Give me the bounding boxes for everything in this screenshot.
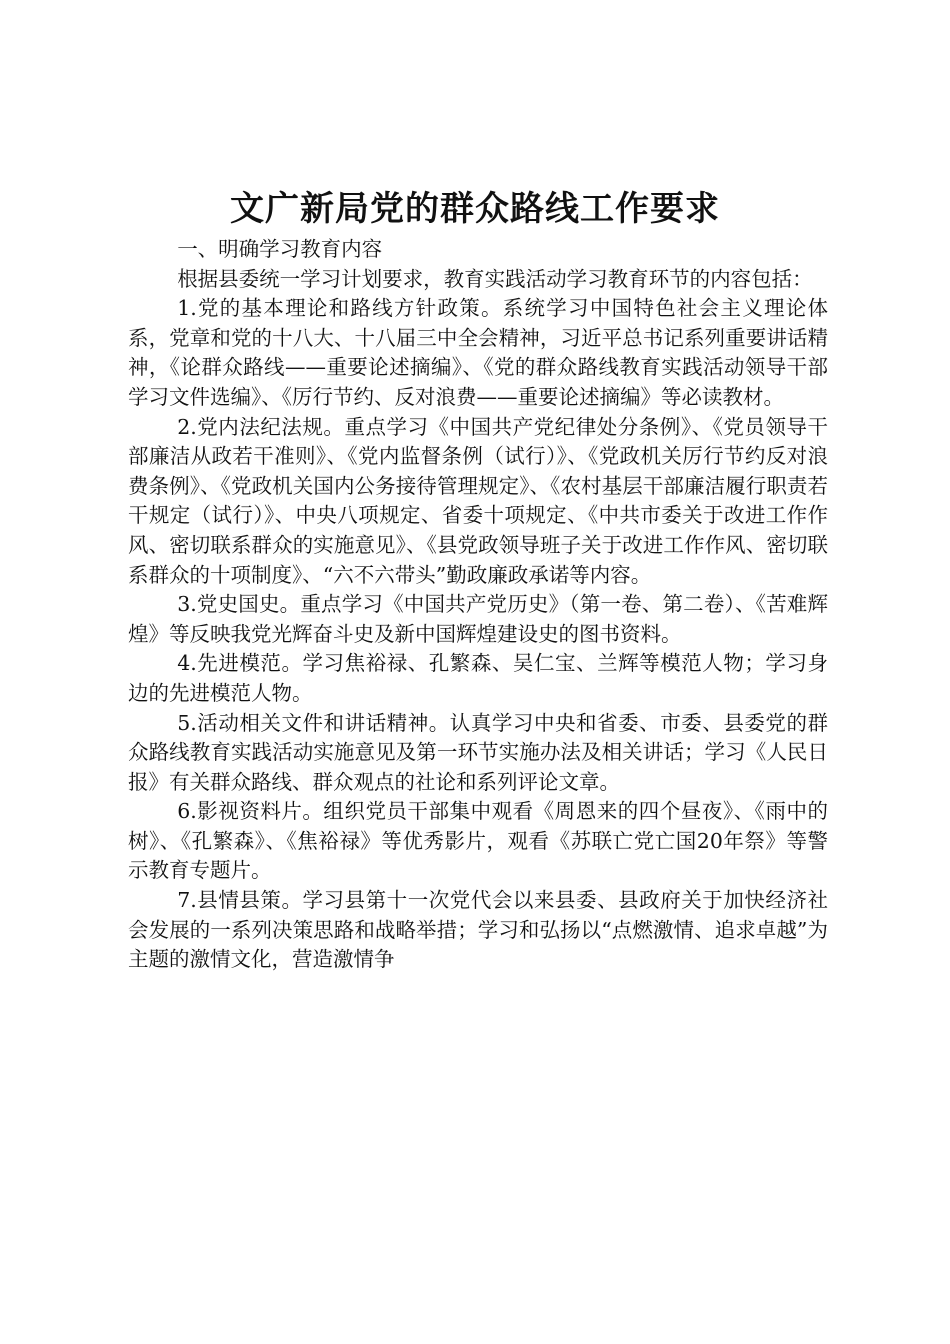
document-title: 文广新局党的群众路线工作要求 (230, 189, 720, 229)
item-paragraph-2: 2.党内法纪法规。重点学习《中国共产党纪律处分条例》、《党员领导干部廉洁从政若干准则》、《党内监督条例（试行）》、《党政机关厉行节约反对浪费条例》、《党政机关国内公务接待管理规定》、《农村基层干部廉洁履行职责若干规定（试行）》、中央八项规定、省委十项规定、《中共市委关于改进工作作风、密切联系群众的实施意见》、《县党政领导班子关于改进工作作风、密切联系群众的十项制度》、“六不六带头”勤政廉政承诺等内容。 (128, 414, 828, 587)
section-heading: 一、明确学习教育内容 (177, 237, 383, 261)
item-paragraph-3: 3.党史国史。重点学习《中国共产党历史》（第一卷、第二卷）、《苦难辉煌》等反映我党光辉奋斗史及新中国辉煌建设史的图书资料。 (128, 592, 828, 646)
item-paragraph-5: 5.活动相关文件和讲话精神。认真学习中央和省委、市委、县委党的群众路线教育实践活动实施意见及第一环节实施办法及相关讲话；学习《人民日报》有关群众路线、群众观点的社论和系列评论文章。 (128, 710, 828, 794)
document-body (128, 235, 828, 975)
item-paragraph-4: 4.先进模范。学习焦裕禄、孔繁森、吴仁宝、兰辉等模范人物；学习身边的先进模范人物。 (128, 651, 828, 705)
item-paragraph-7: 7.县情县策。学习县第十一次党代会以来县委、县政府关于加快经济社会发展的一系列决策思路和战略举措；学习和弘扬以“点燃激情、追求卓越”为主题的激情文化，营造激情争 (128, 888, 828, 972)
item-paragraph-6: 6.影视资料片。组织党员干部集中观看《周恩来的四个昼夜》、《雨中的树》、《孔繁森》、《焦裕禄》等优秀影片，观看《苏联亡党亡国20年祭》等警示教育专题片。 (128, 799, 828, 883)
item-paragraph-1: 1.党的基本理论和路线方针政策。系统学习中国特色社会主义理论体系，党章和党的十八大、十八届三中全会精神，习近平总书记系列重要讲话精神，《论群众路线——重要论述摘编》、《党的群众路线教育实践活动领导干部学习文件选编》、《厉行节约、反对浪费——重要论述摘编》等必读教材。 (128, 296, 828, 409)
intro-paragraph: 根据县委统一学习计划要求，教育实践活动学习教育环节的内容包括： (177, 266, 813, 291)
